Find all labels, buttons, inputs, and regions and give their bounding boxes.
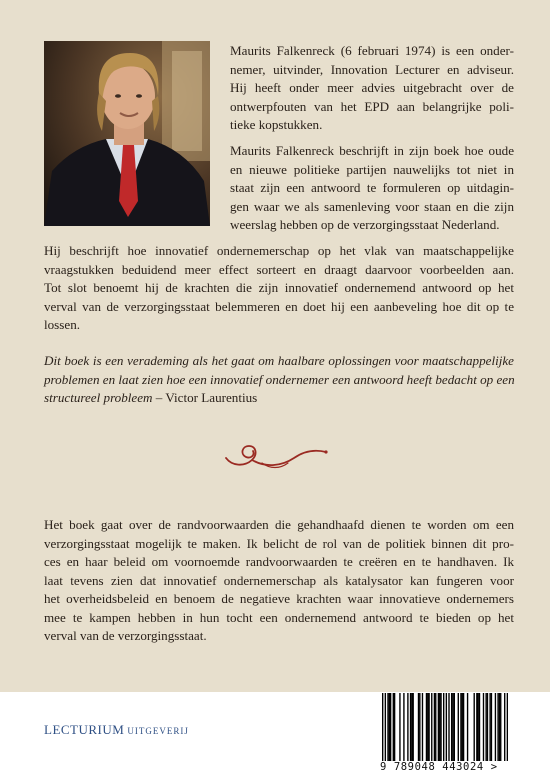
barcode-bar (427, 693, 428, 761)
publisher-name: LECTURIUM (44, 722, 125, 737)
quote-attribution: – Victor Laurentius (152, 390, 258, 405)
barcode-bar (462, 693, 463, 761)
barcode-bar (387, 693, 388, 761)
barcode-bar (458, 693, 459, 761)
book-summary-paragraph (230, 142, 514, 235)
text-line: ontwerpfouten van het EPD aan belangrijke poli- (230, 98, 514, 114)
text-line: gen waar we als samenleving voor staan en die zijn (230, 198, 514, 214)
barcode-bar (499, 693, 500, 761)
barcode-bar (446, 693, 447, 761)
review-quote (44, 352, 514, 408)
barcode-bar (394, 693, 395, 761)
text-line: Het boek gaat over de randvoorwaarden die gehandhaafd dienen te worden om een (44, 517, 514, 532)
barcode-bar (434, 693, 435, 761)
barcode-bar (495, 693, 496, 761)
barcode-bar (413, 693, 414, 761)
barcode-bar (500, 693, 501, 761)
text-line: Tot slot benoemt hij de krachten die zijn innovatief ondernemend antwoord op het (44, 280, 514, 295)
ornament-flourish-icon (222, 436, 330, 474)
barcode-bar (411, 693, 412, 761)
text-line: Maurits Falkenreck (6 februari 1974) is een onder- (230, 43, 514, 58)
barcode-bar (435, 693, 436, 761)
text-line: laat tevens zien dat innovatief ondernemerschap als katalysator kan fungeren voor (44, 572, 514, 588)
barcode-bar (443, 693, 444, 761)
barcode-bar (491, 693, 492, 761)
text-line: weerslag hebben op de verzorgingsstaat Nederland. (230, 217, 500, 232)
barcode-bar (507, 693, 508, 761)
barcode-bar (454, 693, 455, 761)
barcode-bar (477, 693, 478, 761)
barcode-bar (497, 693, 498, 761)
barcode-bar (431, 693, 432, 761)
text-line: problemen en laat zien hoe een innovatief ondernemer een antwoord heeft bedacht op een (44, 371, 515, 387)
text-line: ces en haar beleid om voornoemde randvoorwaarden te creëren en te handhaven. Ik (44, 554, 514, 569)
barcode-bar (410, 693, 411, 761)
author-intro-paragraph (230, 42, 514, 135)
barcode-bar (428, 693, 429, 761)
text-line: Maurits Falkenreck beschrijft in zijn boek hoe oude (230, 143, 514, 158)
barcode-bar (419, 693, 420, 761)
text-line: lossen. (44, 317, 81, 332)
barcode-bar (426, 693, 427, 761)
barcode-bar (485, 693, 486, 761)
quote-tail: structureel probleem (44, 390, 153, 405)
barcode-bar (476, 693, 477, 761)
barcode-bar (385, 693, 386, 761)
barcode-bar (448, 693, 449, 761)
barcode-bar (479, 693, 480, 761)
barcode-bar (422, 693, 423, 761)
text-line: mee te kampen hebben in hun tocht een ondernemend antwoord te bieden op het (44, 609, 514, 625)
publisher-logo (44, 722, 189, 738)
barcode-bar (393, 693, 394, 761)
barcode-bar (504, 693, 505, 761)
barcode-bar (382, 693, 383, 761)
publisher-suffix: UITGEVERIJ (127, 726, 189, 736)
innovation-paragraph (44, 242, 514, 335)
text-line: verval van de verzorgingsstaat belemmeren en doet hij een aanbeveling hoe dit op te (44, 298, 514, 314)
barcode-bar (399, 693, 400, 761)
barcode-bar (439, 693, 440, 761)
text-line: en nieuwe politieke partijen nauwelijks tot niet in (230, 161, 514, 177)
barcode-bar (483, 693, 484, 761)
barcode-bar (390, 693, 391, 761)
barcode-bar (389, 693, 390, 761)
barcode-bar (463, 693, 464, 761)
text-line: verval van de verzorgingsstaat. (44, 628, 207, 643)
barcode-icon (382, 693, 508, 763)
barcode-bar (452, 693, 453, 761)
author-portrait-image (44, 41, 210, 226)
text-line (44, 389, 514, 408)
barcode-bar (474, 693, 475, 761)
barcode-bar (489, 693, 490, 761)
author-photo (44, 41, 210, 226)
barcode-bar (467, 693, 468, 761)
book-description-paragraph (44, 516, 514, 646)
barcode-bar (487, 693, 488, 761)
barcode-bar (418, 693, 419, 761)
barcode-bar (407, 693, 408, 761)
text-line: staat zijn een antwoord te formuleren op uitdagin- (230, 180, 514, 195)
text-line: tieke kopstukken. (230, 117, 323, 132)
text-line: vraagstukken beduidend meer effect sorteert en draagt daarvoor voorbeelden aan. (44, 261, 514, 277)
barcode-bar (440, 693, 441, 761)
barcode-bar (451, 693, 452, 761)
text-line: Hij heeft onder meer advies uitgebracht over de (230, 80, 514, 95)
barcode-bar (460, 693, 461, 761)
text-line: nemer, uitvinder, Innovation Lecturer en adviseur. (230, 61, 514, 77)
isbn-number: 9 789048 443024 > (380, 761, 498, 773)
text-line: verzorgingsstaat mogelijk te maken. Ik belicht de rol van de politiek binnen dit pro- (44, 535, 514, 551)
text-line: Dit boek is een verademing als het gaat om haalbare oplossingen voor maatschappelijke (44, 353, 514, 368)
text-line: het overheidsbeleid en benoem de negatieve krachten waar innovatieve ondernemers (44, 591, 514, 606)
barcode-bar (438, 693, 439, 761)
barcode-bar (403, 693, 404, 761)
text-line: Hij beschrijft hoe innovatief ondernemerschap op het vlak van maatschappelijke (44, 243, 514, 258)
